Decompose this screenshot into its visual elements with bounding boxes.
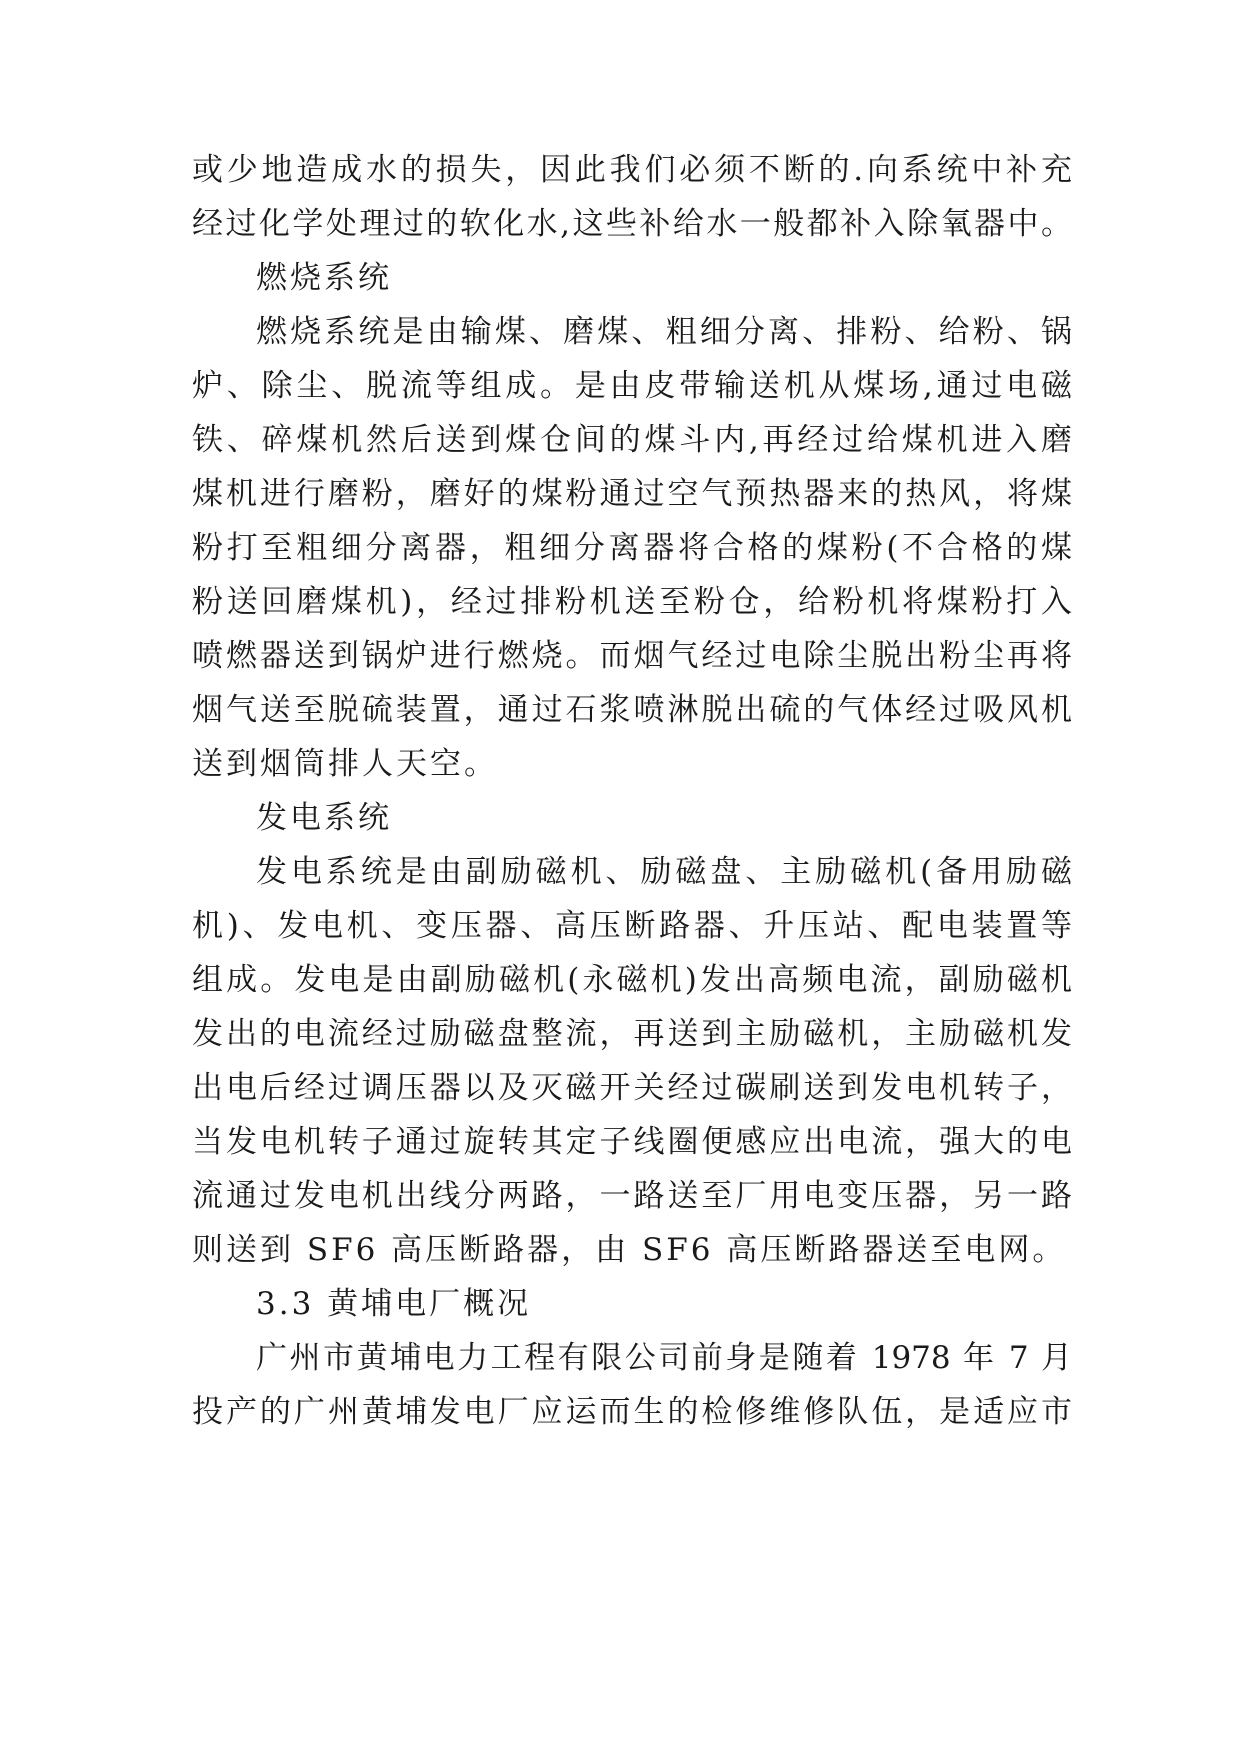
body-text-line: 当发电机转子通过旋转其定子线圈便感应出电流，强大的电 [192,1124,1072,1160]
body-text-line: 铁、碎煤机然后送到煤仓间的煤斗内,再经过给煤机进入磨 [192,422,1072,458]
body-text-line: 出电后经过调压器以及灭磁开关经过碳刷送到发电机转子， [192,1070,1072,1106]
body-text-line: 机)、发电机、变压器、高压断路器、升压站、配电装置等 [192,908,1072,944]
section-heading-combustion: 燃烧系统 [256,260,392,296]
body-text-line: 粉打至粗细分离器，粗细分离器将合格的煤粉(不合格的煤 [192,530,1072,566]
paragraph-first-line: 燃烧系统是由输煤、磨煤、粗细分离、排粉、给粉、锅 [256,314,1072,350]
body-text-line: 粉送回磨煤机)，经过排粉机送至粉仓，给粉机将煤粉打入 [192,584,1072,620]
paragraph-last-line: 送到烟筒排人天空。 [192,746,498,782]
body-text-line: 煤机进行磨粉，磨好的煤粉通过空气预热器来的热风，将煤 [192,476,1072,512]
section-heading-huangpu-overview: 3.3 黄埔电厂概况 [256,1286,532,1322]
body-text-line: 组成。发电是由副励磁机(永磁机)发出高频电流，副励磁机 [192,962,1072,998]
body-text-line: 发出的电流经过励磁盘整流，再送到主励磁机，主励磁机发 [192,1016,1072,1052]
body-text-line: 或少地造成水的损失，因此我们必须不断的.向系统中补充 [192,152,1072,188]
section-heading-power-generation: 发电系统 [256,800,392,836]
paragraph-last-line: 则送到 SF6 高压断路器，由 SF6 高压断路器送至电网。 [192,1232,1067,1268]
body-text-line: 烟气送至脱硫装置，通过石浆喷淋脱出硫的气体经过吸风机 [192,692,1072,728]
paragraph-first-line: 广州市黄埔电力工程有限公司前身是随着 1978 年 7 月 [256,1340,1072,1376]
body-text-line: 喷燃器送到锅炉进行燃烧。而烟气经过电除尘脱出粉尘再将 [192,638,1072,674]
body-text-line: 经过化学处理过的软化水,这些补给水一般都补入除氧器中。 [192,206,1072,242]
body-text-line: 流通过发电机出线分两路，一路送至厂用电变压器，另一路 [192,1178,1072,1214]
paragraph-first-line: 发电系统是由副励磁机、励磁盘、主励磁机(备用励磁 [256,854,1072,890]
body-text-line: 投产的广州黄埔发电厂应运而生的检修维修队伍，是适应市 [192,1394,1072,1430]
body-text-line: 炉、除尘、脱流等组成。是由皮带输送机从煤场,通过电磁 [192,368,1072,404]
